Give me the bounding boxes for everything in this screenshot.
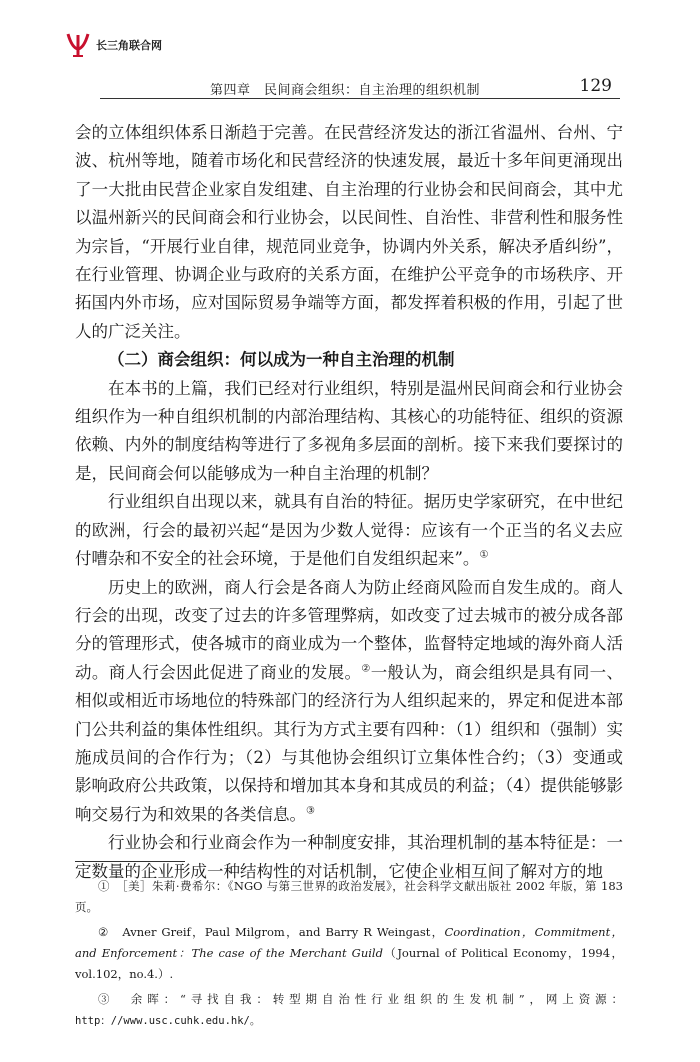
paragraph: [75, 574, 623, 830]
paragraph-text: 一般认为，商会组织是具有同一、相似或相近市场地位的特殊部门的经济行为人组织起来的，界定和促进本部门公共利益的集体性组织。其行为方式主要有四种：（1）组织和（强制）实施成员间的合作行为；（2）与其他协会组织订立集体性合约；（3）变通或影响政府公共政策，以保持和增加其本身和其成员的利益；（4）提供能够影响交易行为和效果的各类信息。: [75, 662, 624, 824]
footnote-text: （Journal of Political Economy，1994，vol.102，no.4.）.: [75, 946, 623, 981]
paragraph: 行业协会和行业商会作为一种制度安排，其治理机制的基本特征是：一定数量的企业形成一种结构性的对话机制，它使企业相互间了解对方的地: [75, 833, 623, 881]
site-logo-icon: [64, 32, 92, 58]
footnote-text: ② Avner Greif，Paul Milgrom，and Barry R Weingast，: [98, 925, 445, 939]
footnote: ① ［美］朱莉·费希尔：《NGO 与第三世界的政治发展》，社会科学文献出版社 2002 年版，第 183 页。: [75, 879, 623, 914]
section-heading: （二）商会组织：何以成为一种自主治理的机制: [108, 350, 455, 370]
paragraph: 在本书的上篇，我们已经对行业组织，特别是温州民间商会和行业协会组织作为一种自组织机制的内部治理结构、其核心的功能特征、组织的资源依赖、内外的制度结构等进行了多视角多层面的剖析。接下来我们要探讨的是，民间商会何以能够成为一种自主治理的机制？: [75, 378, 623, 483]
footnote-url[interactable]: http：//www.usc.cuhk.edu.hk/。: [75, 1015, 261, 1027]
site-name: 长三角联合网: [96, 39, 162, 52]
footnotes: [75, 876, 623, 1036]
footnote-title: Coordination，Commitment，and Enforcement：The case of the Merchant Guild: [75, 925, 623, 960]
running-header: [100, 72, 620, 99]
paragraph-text: 行业组织自出现以来，就具有自治的特征。据历史学家研究，在中世纪的欧洲，行会的最初兴起“是因为少数人觉得：应该有一个正当的名义去应付嘈杂和不安全的社会环境，于是他们自发组织起来”。: [75, 492, 623, 569]
footnote-ref[interactable]: ②: [361, 663, 371, 675]
footnote-divider: [75, 861, 185, 862]
footnote-ref[interactable]: ③: [306, 805, 315, 817]
footnote: [75, 922, 623, 985]
footnote-text: ③ 余晖：“寻找自我：转型期自治性行业组织的生发机制”，网上资源：: [98, 992, 623, 1006]
paragraph: [75, 488, 623, 573]
site-logo: [64, 32, 162, 58]
paragraph-text: 历史上的欧洲，商人行会是各商人为防止经商风险而自发生成的。商人行会的出现，改变了过去的许多管理弊病，如改变了过去城市的被分成各部分的管理形式，使各城市的商业成为一个整体，监督特定地域的海外商人活动。商人行会因此促进了商业的发展。: [75, 577, 623, 682]
page-number: 129: [579, 76, 612, 96]
paragraph: 会的立体组织体系日渐趋于完善。在民营经济发达的浙江省温州、台州、宁波、杭州等地，随着市场化和民营经济的快速发展，最近十多年间更涌现出了一大批由民营企业家自发组建、自主治理的行业协会和民间商会，其中尤以温州新兴的民间商会和行业协会，以民间性、自治性、非营利性和服务性为宗旨，“开展行业自律，规范同业竞争，协调内外关系，解决矛盾纠纷”，在行业管理、协调企业与政府的关系方面，在维护公平竞争的市场秩序、开拓国内外市场，应对国际贸易争端等方面，都发挥着积极的作用，引起了世人的广泛关注。: [75, 123, 623, 341]
chapter-title: 第四章 民间商会组织：自主治理的组织机制: [210, 83, 481, 98]
body-text: [75, 119, 623, 886]
footnote-ref[interactable]: ①: [479, 549, 489, 561]
footnote: [75, 989, 623, 1032]
